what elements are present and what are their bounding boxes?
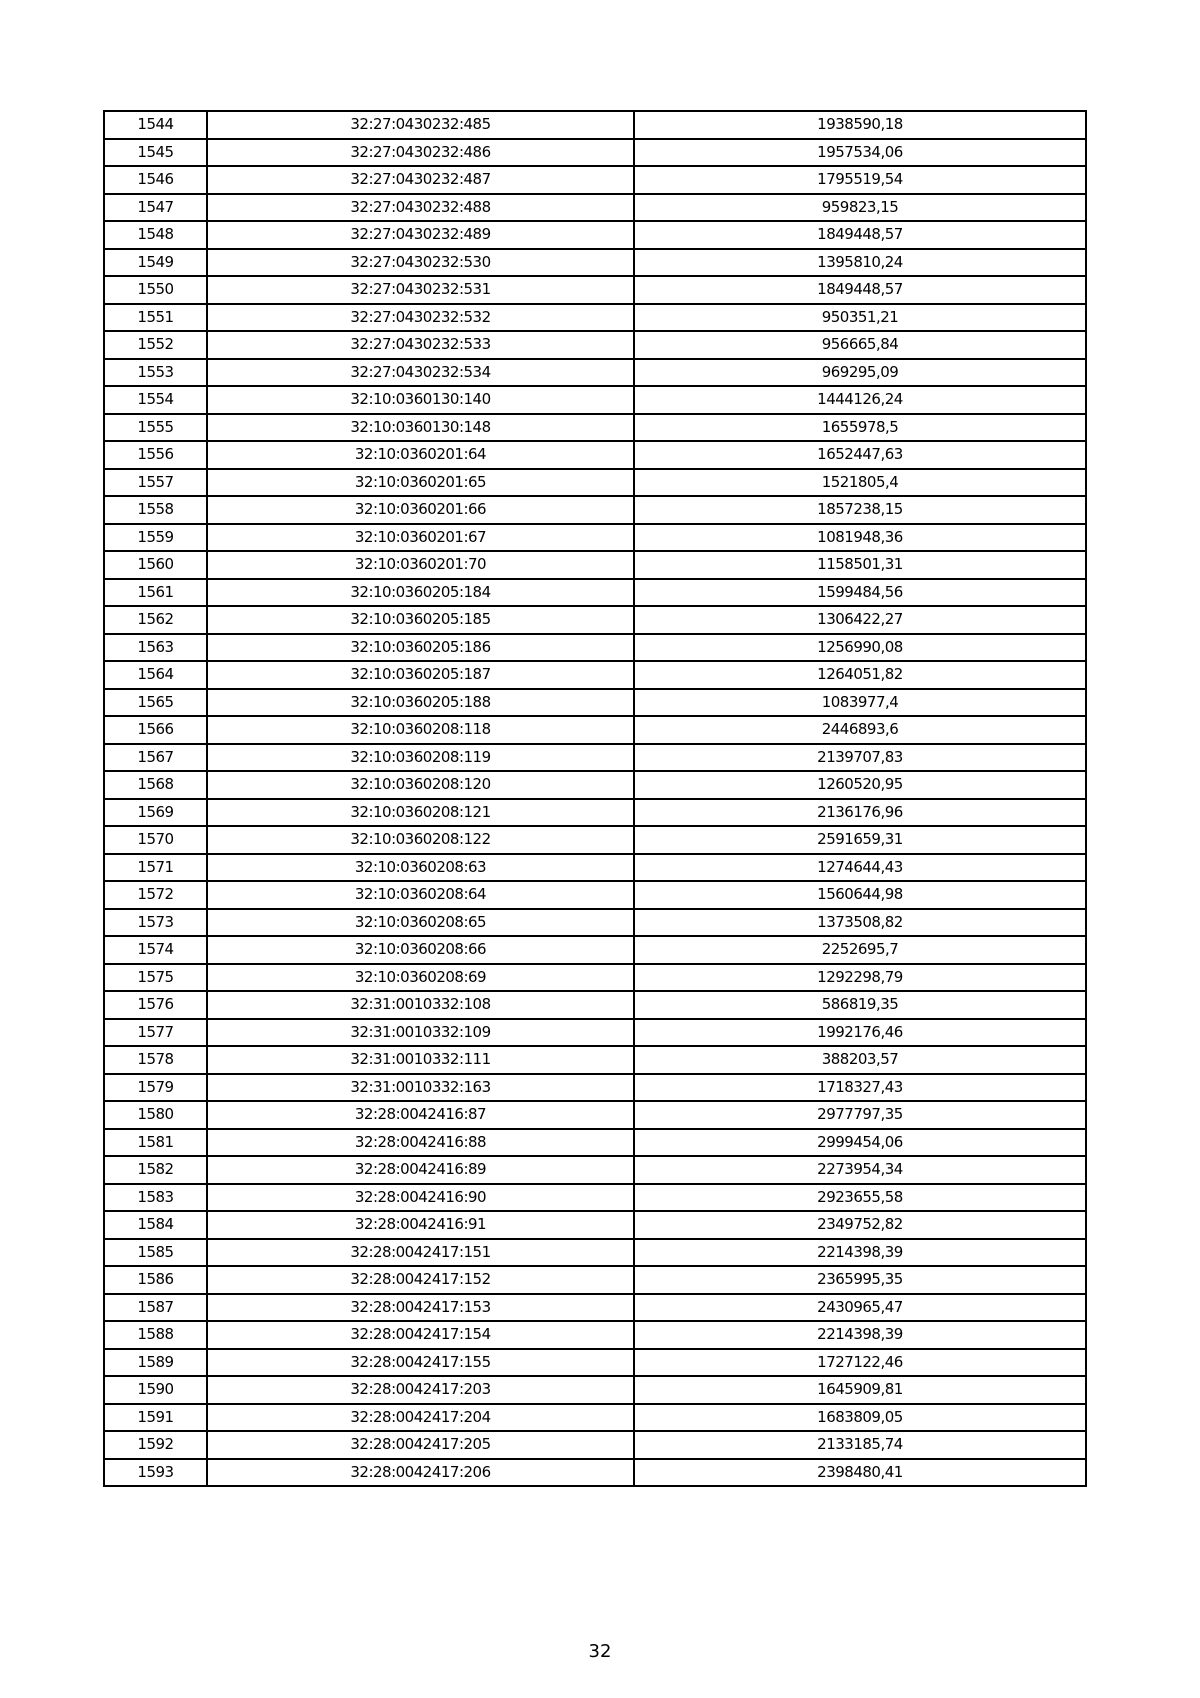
row-number-cell: 1560 xyxy=(104,551,207,579)
table-row xyxy=(104,1211,1086,1239)
cadastral-value-cell: 1683809,05 xyxy=(634,1404,1086,1432)
cadastral-value-cell: 969295,09 xyxy=(634,359,1086,387)
cadastral-value-cell: 1857238,15 xyxy=(634,496,1086,524)
cadastral-value-cell: 2999454,06 xyxy=(634,1129,1086,1157)
table-row xyxy=(104,276,1086,304)
page-number: 32 xyxy=(588,1641,612,1662)
cadastral-number-cell: 32:28:0042417:155 xyxy=(207,1349,634,1377)
cadastral-value-cell: 1256990,08 xyxy=(634,634,1086,662)
table-row xyxy=(104,1349,1086,1377)
cadastral-number-cell: 32:10:0360201:67 xyxy=(207,524,634,552)
cadastral-number-cell: 32:28:0042417:154 xyxy=(207,1321,634,1349)
row-number-cell: 1557 xyxy=(104,469,207,497)
cadastral-value-cell: 2446893,6 xyxy=(634,716,1086,744)
row-number-cell: 1547 xyxy=(104,194,207,222)
table-row xyxy=(104,304,1086,332)
cadastral-value-cell: 1645909,81 xyxy=(634,1376,1086,1404)
cadastral-value-cell: 1718327,43 xyxy=(634,1074,1086,1102)
cadastral-number-cell: 32:28:0042417:204 xyxy=(207,1404,634,1432)
cadastral-number-cell: 32:10:0360205:186 xyxy=(207,634,634,662)
row-number-cell: 1569 xyxy=(104,799,207,827)
row-number-cell: 1582 xyxy=(104,1156,207,1184)
cadastral-value-cell: 1849448,57 xyxy=(634,221,1086,249)
row-number-cell: 1570 xyxy=(104,826,207,854)
cadastral-value-cell: 1292298,79 xyxy=(634,964,1086,992)
table-row xyxy=(104,359,1086,387)
cadastral-value-cell: 388203,57 xyxy=(634,1046,1086,1074)
table-row xyxy=(104,1404,1086,1432)
table-row xyxy=(104,579,1086,607)
row-number-cell: 1592 xyxy=(104,1431,207,1459)
cadastral-number-cell: 32:10:0360208:64 xyxy=(207,881,634,909)
table-row xyxy=(104,194,1086,222)
cadastral-value-cell: 1795519,54 xyxy=(634,166,1086,194)
cadastral-number-cell: 32:28:0042417:203 xyxy=(207,1376,634,1404)
cadastral-number-cell: 32:28:0042417:151 xyxy=(207,1239,634,1267)
cadastral-value-cell: 1652447,63 xyxy=(634,441,1086,469)
row-number-cell: 1585 xyxy=(104,1239,207,1267)
cadastral-number-cell: 32:10:0360208:63 xyxy=(207,854,634,882)
row-number-cell: 1558 xyxy=(104,496,207,524)
cadastral-value-cell: 1655978,5 xyxy=(634,414,1086,442)
cadastral-number-cell: 32:28:0042417:153 xyxy=(207,1294,634,1322)
table-row xyxy=(104,744,1086,772)
row-number-cell: 1544 xyxy=(104,111,207,139)
cadastral-number-cell: 32:27:0430232:531 xyxy=(207,276,634,304)
row-number-cell: 1548 xyxy=(104,221,207,249)
cadastral-value-table xyxy=(103,110,1087,1487)
table-row xyxy=(104,139,1086,167)
cadastral-number-cell: 32:10:0360208:118 xyxy=(207,716,634,744)
row-number-cell: 1564 xyxy=(104,661,207,689)
row-number-cell: 1580 xyxy=(104,1101,207,1129)
cadastral-value-cell: 1560644,98 xyxy=(634,881,1086,909)
row-number-cell: 1556 xyxy=(104,441,207,469)
row-number-cell: 1575 xyxy=(104,964,207,992)
table-row xyxy=(104,1266,1086,1294)
table-row xyxy=(104,1074,1086,1102)
cadastral-number-cell: 32:10:0360208:121 xyxy=(207,799,634,827)
cadastral-value-cell: 1849448,57 xyxy=(634,276,1086,304)
cadastral-number-cell: 32:31:0010332:109 xyxy=(207,1019,634,1047)
cadastral-value-cell: 959823,15 xyxy=(634,194,1086,222)
row-number-cell: 1552 xyxy=(104,331,207,359)
table-row xyxy=(104,689,1086,717)
table-row xyxy=(104,331,1086,359)
row-number-cell: 1574 xyxy=(104,936,207,964)
cadastral-number-cell: 32:10:0360201:64 xyxy=(207,441,634,469)
row-number-cell: 1577 xyxy=(104,1019,207,1047)
row-number-cell: 1562 xyxy=(104,606,207,634)
table-row xyxy=(104,936,1086,964)
row-number-cell: 1559 xyxy=(104,524,207,552)
table-row xyxy=(104,771,1086,799)
cadastral-number-cell: 32:10:0360205:185 xyxy=(207,606,634,634)
row-number-cell: 1572 xyxy=(104,881,207,909)
cadastral-number-cell: 32:10:0360201:70 xyxy=(207,551,634,579)
table-row xyxy=(104,1101,1086,1129)
table-row xyxy=(104,634,1086,662)
table-row xyxy=(104,111,1086,139)
row-number-cell: 1561 xyxy=(104,579,207,607)
table-row xyxy=(104,964,1086,992)
row-number-cell: 1591 xyxy=(104,1404,207,1432)
cadastral-value-cell: 950351,21 xyxy=(634,304,1086,332)
row-number-cell: 1571 xyxy=(104,854,207,882)
row-number-cell: 1565 xyxy=(104,689,207,717)
row-number-cell: 1554 xyxy=(104,386,207,414)
cadastral-value-cell: 2273954,34 xyxy=(634,1156,1086,1184)
row-number-cell: 1545 xyxy=(104,139,207,167)
row-number-cell: 1566 xyxy=(104,716,207,744)
row-number-cell: 1589 xyxy=(104,1349,207,1377)
cadastral-number-cell: 32:28:0042416:91 xyxy=(207,1211,634,1239)
table-row xyxy=(104,469,1086,497)
row-number-cell: 1555 xyxy=(104,414,207,442)
table-row xyxy=(104,249,1086,277)
row-number-cell: 1578 xyxy=(104,1046,207,1074)
cadastral-number-cell: 32:27:0430232:530 xyxy=(207,249,634,277)
cadastral-number-cell: 32:10:0360201:66 xyxy=(207,496,634,524)
table-row xyxy=(104,606,1086,634)
row-number-cell: 1587 xyxy=(104,1294,207,1322)
cadastral-value-cell: 1306422,27 xyxy=(634,606,1086,634)
row-number-cell: 1551 xyxy=(104,304,207,332)
cadastral-number-cell: 32:27:0430232:533 xyxy=(207,331,634,359)
row-number-cell: 1567 xyxy=(104,744,207,772)
cadastral-number-cell: 32:10:0360208:119 xyxy=(207,744,634,772)
table-row xyxy=(104,881,1086,909)
table-row xyxy=(104,524,1086,552)
cadastral-number-cell: 32:10:0360205:188 xyxy=(207,689,634,717)
cadastral-number-cell: 32:28:0042417:152 xyxy=(207,1266,634,1294)
table-row xyxy=(104,1239,1086,1267)
cadastral-number-cell: 32:10:0360208:69 xyxy=(207,964,634,992)
cadastral-value-cell: 1992176,46 xyxy=(634,1019,1086,1047)
cadastral-value-cell: 1158501,31 xyxy=(634,551,1086,579)
table-row xyxy=(104,1321,1086,1349)
cadastral-number-cell: 32:31:0010332:111 xyxy=(207,1046,634,1074)
table-row xyxy=(104,1376,1086,1404)
cadastral-value-cell: 1395810,24 xyxy=(634,249,1086,277)
table-row xyxy=(104,1431,1086,1459)
table-row xyxy=(104,909,1086,937)
cadastral-value-cell: 2136176,96 xyxy=(634,799,1086,827)
row-number-cell: 1584 xyxy=(104,1211,207,1239)
cadastral-value-cell: 2133185,74 xyxy=(634,1431,1086,1459)
cadastral-number-cell: 32:27:0430232:488 xyxy=(207,194,634,222)
row-number-cell: 1581 xyxy=(104,1129,207,1157)
table-row xyxy=(104,1046,1086,1074)
cadastral-number-cell: 32:10:0360205:187 xyxy=(207,661,634,689)
table-row xyxy=(104,1156,1086,1184)
row-number-cell: 1579 xyxy=(104,1074,207,1102)
row-number-cell: 1573 xyxy=(104,909,207,937)
table-row xyxy=(104,166,1086,194)
row-number-cell: 1586 xyxy=(104,1266,207,1294)
cadastral-value-cell: 2139707,83 xyxy=(634,744,1086,772)
cadastral-value-cell: 586819,35 xyxy=(634,991,1086,1019)
cadastral-value-cell: 2214398,39 xyxy=(634,1321,1086,1349)
row-number-cell: 1546 xyxy=(104,166,207,194)
cadastral-number-cell: 32:28:0042416:88 xyxy=(207,1129,634,1157)
table-row xyxy=(104,1294,1086,1322)
cadastral-value-cell: 2923655,58 xyxy=(634,1184,1086,1212)
cadastral-number-cell: 32:27:0430232:532 xyxy=(207,304,634,332)
table-row xyxy=(104,551,1086,579)
cadastral-value-cell: 2591659,31 xyxy=(634,826,1086,854)
cadastral-value-cell: 2365995,35 xyxy=(634,1266,1086,1294)
row-number-cell: 1550 xyxy=(104,276,207,304)
cadastral-number-cell: 32:27:0430232:486 xyxy=(207,139,634,167)
cadastral-value-cell: 1081948,36 xyxy=(634,524,1086,552)
row-number-cell: 1553 xyxy=(104,359,207,387)
table-row xyxy=(104,414,1086,442)
cadastral-value-cell: 2349752,82 xyxy=(634,1211,1086,1239)
cadastral-number-cell: 32:10:0360208:65 xyxy=(207,909,634,937)
cadastral-number-cell: 32:28:0042416:89 xyxy=(207,1156,634,1184)
cadastral-number-cell: 32:27:0430232:489 xyxy=(207,221,634,249)
cadastral-number-cell: 32:28:0042417:205 xyxy=(207,1431,634,1459)
table-row xyxy=(104,826,1086,854)
row-number-cell: 1588 xyxy=(104,1321,207,1349)
cadastral-value-cell: 1938590,18 xyxy=(634,111,1086,139)
table-row xyxy=(104,441,1086,469)
cadastral-value-cell: 1444126,24 xyxy=(634,386,1086,414)
cadastral-number-cell: 32:10:0360208:66 xyxy=(207,936,634,964)
cadastral-value-cell: 1521805,4 xyxy=(634,469,1086,497)
cadastral-number-cell: 32:27:0430232:534 xyxy=(207,359,634,387)
cadastral-number-cell: 32:27:0430232:485 xyxy=(207,111,634,139)
table-row xyxy=(104,991,1086,1019)
cadastral-value-cell: 2398480,41 xyxy=(634,1459,1086,1487)
cadastral-number-cell: 32:31:0010332:163 xyxy=(207,1074,634,1102)
row-number-cell: 1590 xyxy=(104,1376,207,1404)
cadastral-value-cell: 1264051,82 xyxy=(634,661,1086,689)
cadastral-value-cell: 2977797,35 xyxy=(634,1101,1086,1129)
cadastral-value-cell: 1083977,4 xyxy=(634,689,1086,717)
cadastral-number-cell: 32:10:0360208:122 xyxy=(207,826,634,854)
cadastral-value-cell: 1727122,46 xyxy=(634,1349,1086,1377)
table-row xyxy=(104,661,1086,689)
table-row xyxy=(104,1184,1086,1212)
cadastral-value-cell: 1260520,95 xyxy=(634,771,1086,799)
cadastral-number-cell: 32:31:0010332:108 xyxy=(207,991,634,1019)
cadastral-value-cell: 1599484,56 xyxy=(634,579,1086,607)
table-row xyxy=(104,1129,1086,1157)
cadastral-number-cell: 32:10:0360201:65 xyxy=(207,469,634,497)
cadastral-number-cell: 32:10:0360130:148 xyxy=(207,414,634,442)
table-row xyxy=(104,221,1086,249)
cadastral-value-cell: 956665,84 xyxy=(634,331,1086,359)
row-number-cell: 1568 xyxy=(104,771,207,799)
row-number-cell: 1583 xyxy=(104,1184,207,1212)
cadastral-value-cell: 1373508,82 xyxy=(634,909,1086,937)
cadastral-number-cell: 32:28:0042417:206 xyxy=(207,1459,634,1487)
cadastral-number-cell: 32:27:0430232:487 xyxy=(207,166,634,194)
row-number-cell: 1563 xyxy=(104,634,207,662)
cadastral-value-cell: 2214398,39 xyxy=(634,1239,1086,1267)
cadastral-value-cell: 1274644,43 xyxy=(634,854,1086,882)
cadastral-value-cell: 2430965,47 xyxy=(634,1294,1086,1322)
table-row xyxy=(104,716,1086,744)
cadastral-number-cell: 32:10:0360205:184 xyxy=(207,579,634,607)
table-row xyxy=(104,1459,1086,1487)
row-number-cell: 1576 xyxy=(104,991,207,1019)
cadastral-number-cell: 32:10:0360208:120 xyxy=(207,771,634,799)
cadastral-value-cell: 2252695,7 xyxy=(634,936,1086,964)
table-body xyxy=(104,111,1086,1486)
cadastral-number-cell: 32:28:0042416:87 xyxy=(207,1101,634,1129)
cadastral-number-cell: 32:10:0360130:140 xyxy=(207,386,634,414)
table-row xyxy=(104,1019,1086,1047)
table-row xyxy=(104,386,1086,414)
table-row xyxy=(104,854,1086,882)
table-row xyxy=(104,799,1086,827)
cadastral-number-cell: 32:28:0042416:90 xyxy=(207,1184,634,1212)
table-row xyxy=(104,496,1086,524)
row-number-cell: 1593 xyxy=(104,1459,207,1487)
row-number-cell: 1549 xyxy=(104,249,207,277)
cadastral-value-cell: 1957534,06 xyxy=(634,139,1086,167)
